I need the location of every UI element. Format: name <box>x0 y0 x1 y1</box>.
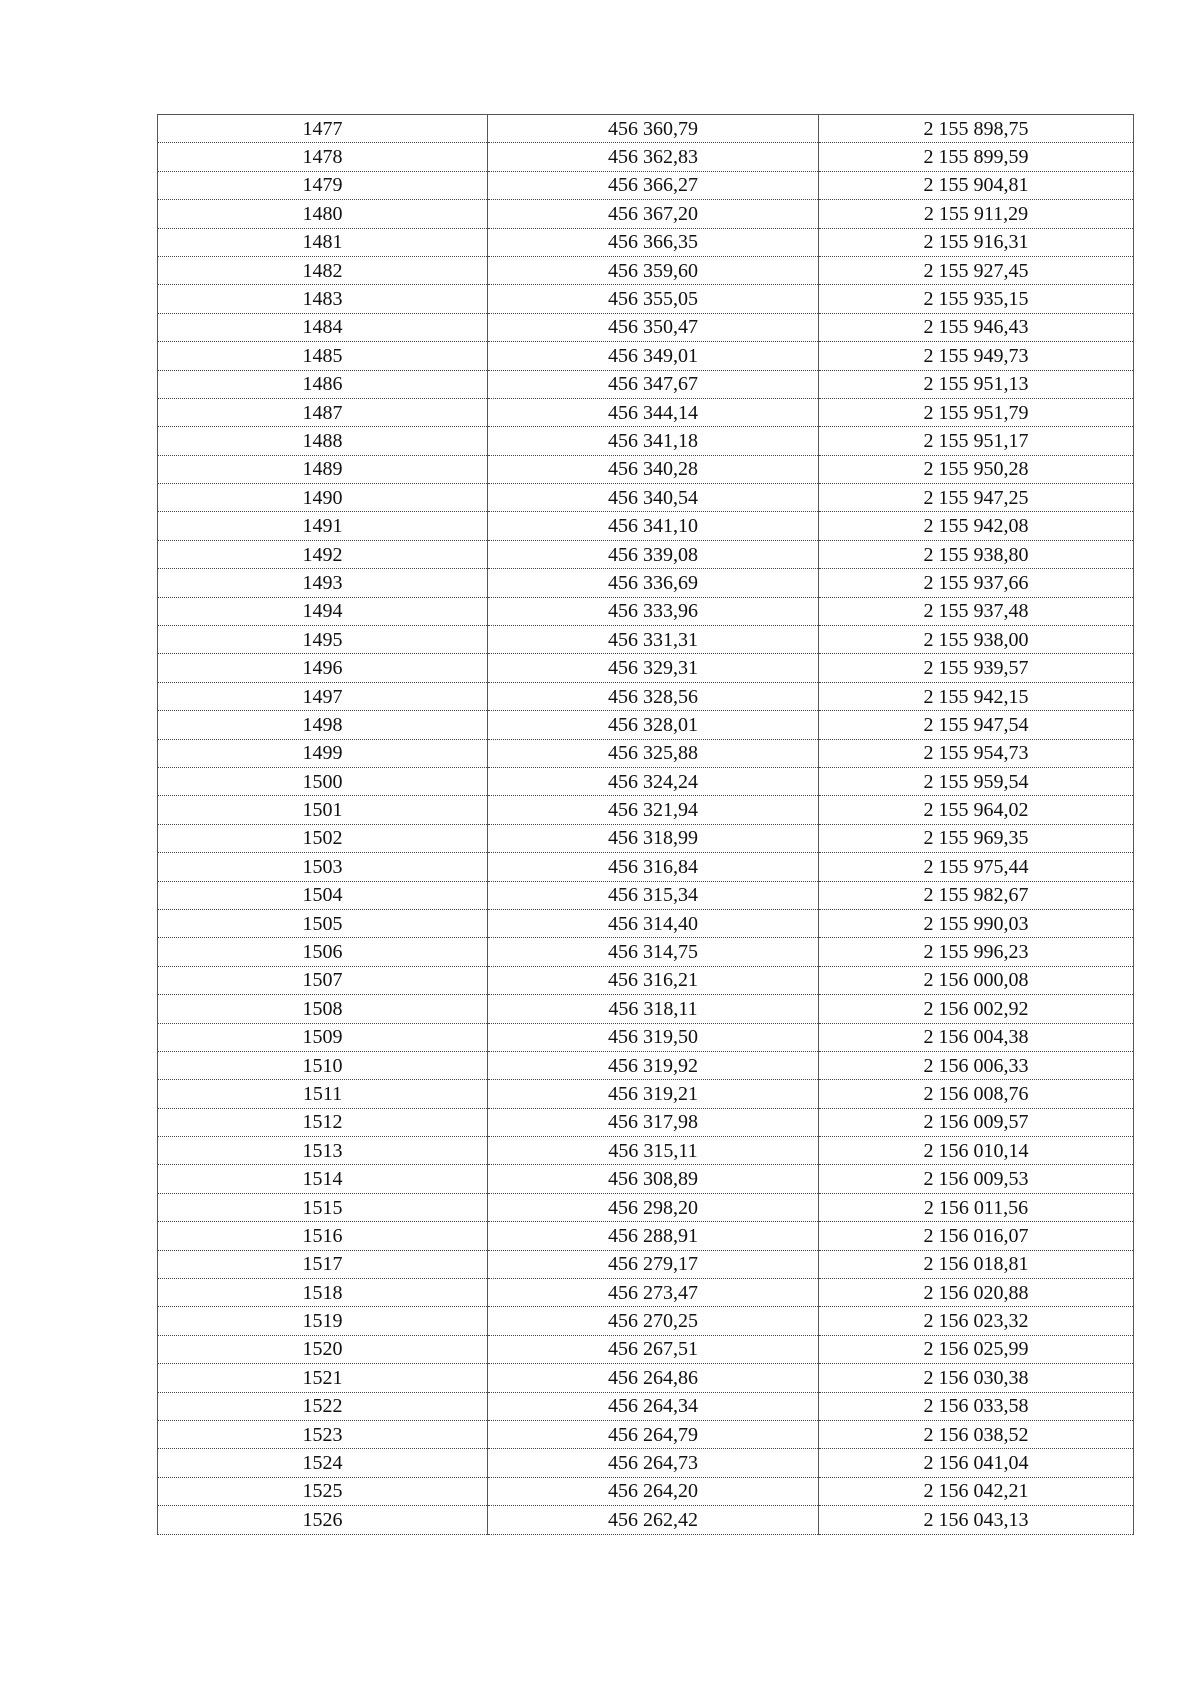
point-number-cell: 1498 <box>158 711 488 739</box>
table-row <box>158 1165 1134 1193</box>
point-number-cell: 1502 <box>158 824 488 852</box>
table-row <box>158 739 1134 767</box>
point-number-cell: 1477 <box>158 115 488 143</box>
x-coordinate-cell: 456 319,92 <box>488 1051 819 1079</box>
table-row <box>158 966 1134 994</box>
x-coordinate-cell: 456 362,83 <box>488 143 819 171</box>
table-row <box>158 1506 1134 1534</box>
point-number-cell: 1488 <box>158 427 488 455</box>
point-number-cell: 1495 <box>158 626 488 654</box>
table-row <box>158 1137 1134 1165</box>
x-coordinate-cell: 456 264,79 <box>488 1420 819 1448</box>
y-coordinate-cell: 2 156 009,53 <box>819 1165 1134 1193</box>
x-coordinate-cell: 456 331,31 <box>488 626 819 654</box>
x-coordinate-cell: 456 367,20 <box>488 200 819 228</box>
point-number-cell: 1492 <box>158 540 488 568</box>
point-number-cell: 1515 <box>158 1193 488 1221</box>
x-coordinate-cell: 456 329,31 <box>488 654 819 682</box>
table-row <box>158 654 1134 682</box>
point-number-cell: 1487 <box>158 398 488 426</box>
table-row <box>158 1250 1134 1278</box>
x-coordinate-cell: 456 347,67 <box>488 370 819 398</box>
x-coordinate-cell: 456 315,34 <box>488 881 819 909</box>
table-row <box>158 1477 1134 1505</box>
table-row <box>158 1307 1134 1335</box>
y-coordinate-cell: 2 155 951,79 <box>819 398 1134 426</box>
y-coordinate-cell: 2 155 990,03 <box>819 909 1134 937</box>
point-number-cell: 1493 <box>158 569 488 597</box>
y-coordinate-cell: 2 155 951,17 <box>819 427 1134 455</box>
table-row <box>158 1279 1134 1307</box>
point-number-cell: 1482 <box>158 256 488 284</box>
x-coordinate-cell: 456 341,18 <box>488 427 819 455</box>
y-coordinate-cell: 2 156 030,38 <box>819 1364 1134 1392</box>
y-coordinate-cell: 2 155 982,67 <box>819 881 1134 909</box>
y-coordinate-cell: 2 156 018,81 <box>819 1250 1134 1278</box>
point-number-cell: 1486 <box>158 370 488 398</box>
point-number-cell: 1499 <box>158 739 488 767</box>
point-number-cell: 1481 <box>158 228 488 256</box>
point-number-cell: 1506 <box>158 938 488 966</box>
x-coordinate-cell: 456 270,25 <box>488 1307 819 1335</box>
x-coordinate-cell: 456 340,28 <box>488 455 819 483</box>
coordinates-table-body <box>158 115 1134 1535</box>
table-row <box>158 711 1134 739</box>
point-number-cell: 1508 <box>158 995 488 1023</box>
table-row <box>158 853 1134 881</box>
x-coordinate-cell: 456 359,60 <box>488 256 819 284</box>
point-number-cell: 1520 <box>158 1335 488 1363</box>
x-coordinate-cell: 456 321,94 <box>488 796 819 824</box>
y-coordinate-cell: 2 156 006,33 <box>819 1051 1134 1079</box>
y-coordinate-cell: 2 156 025,99 <box>819 1335 1134 1363</box>
y-coordinate-cell: 2 155 949,73 <box>819 342 1134 370</box>
x-coordinate-cell: 456 267,51 <box>488 1335 819 1363</box>
table-row <box>158 995 1134 1023</box>
table-row <box>158 682 1134 710</box>
y-coordinate-cell: 2 155 938,80 <box>819 540 1134 568</box>
y-coordinate-cell: 2 156 009,57 <box>819 1108 1134 1136</box>
y-coordinate-cell: 2 155 927,45 <box>819 256 1134 284</box>
x-coordinate-cell: 456 340,54 <box>488 484 819 512</box>
table-row <box>158 1051 1134 1079</box>
y-coordinate-cell: 2 155 946,43 <box>819 313 1134 341</box>
table-row <box>158 342 1134 370</box>
point-number-cell: 1505 <box>158 909 488 937</box>
y-coordinate-cell: 2 156 004,38 <box>819 1023 1134 1051</box>
table-row <box>158 484 1134 512</box>
x-coordinate-cell: 456 341,10 <box>488 512 819 540</box>
table-row <box>158 597 1134 625</box>
table-row <box>158 1108 1134 1136</box>
table-row <box>158 881 1134 909</box>
x-coordinate-cell: 456 315,11 <box>488 1137 819 1165</box>
x-coordinate-cell: 456 288,91 <box>488 1222 819 1250</box>
point-number-cell: 1516 <box>158 1222 488 1250</box>
x-coordinate-cell: 456 318,11 <box>488 995 819 1023</box>
point-number-cell: 1519 <box>158 1307 488 1335</box>
y-coordinate-cell: 2 155 951,13 <box>819 370 1134 398</box>
x-coordinate-cell: 456 366,35 <box>488 228 819 256</box>
point-number-cell: 1478 <box>158 143 488 171</box>
y-coordinate-cell: 2 155 938,00 <box>819 626 1134 654</box>
table-row <box>158 796 1134 824</box>
x-coordinate-cell: 456 314,40 <box>488 909 819 937</box>
x-coordinate-cell: 456 325,88 <box>488 739 819 767</box>
x-coordinate-cell: 456 349,01 <box>488 342 819 370</box>
point-number-cell: 1518 <box>158 1279 488 1307</box>
point-number-cell: 1511 <box>158 1080 488 1108</box>
point-number-cell: 1483 <box>158 285 488 313</box>
point-number-cell: 1496 <box>158 654 488 682</box>
point-number-cell: 1497 <box>158 682 488 710</box>
y-coordinate-cell: 2 156 033,58 <box>819 1392 1134 1420</box>
point-number-cell: 1521 <box>158 1364 488 1392</box>
point-number-cell: 1491 <box>158 512 488 540</box>
y-coordinate-cell: 2 155 950,28 <box>819 455 1134 483</box>
y-coordinate-cell: 2 155 996,23 <box>819 938 1134 966</box>
point-number-cell: 1479 <box>158 171 488 199</box>
y-coordinate-cell: 2 156 043,13 <box>819 1506 1134 1534</box>
y-coordinate-cell: 2 155 964,02 <box>819 796 1134 824</box>
point-number-cell: 1517 <box>158 1250 488 1278</box>
x-coordinate-cell: 456 316,84 <box>488 853 819 881</box>
point-number-cell: 1484 <box>158 313 488 341</box>
y-coordinate-cell: 2 155 937,48 <box>819 597 1134 625</box>
y-coordinate-cell: 2 156 041,04 <box>819 1449 1134 1477</box>
point-number-cell: 1501 <box>158 796 488 824</box>
table-row <box>158 285 1134 313</box>
table-row <box>158 370 1134 398</box>
y-coordinate-cell: 2 155 937,66 <box>819 569 1134 597</box>
x-coordinate-cell: 456 298,20 <box>488 1193 819 1221</box>
y-coordinate-cell: 2 155 942,15 <box>819 682 1134 710</box>
point-number-cell: 1500 <box>158 767 488 795</box>
x-coordinate-cell: 456 366,27 <box>488 171 819 199</box>
table-row <box>158 256 1134 284</box>
point-number-cell: 1526 <box>158 1506 488 1534</box>
point-number-cell: 1510 <box>158 1051 488 1079</box>
y-coordinate-cell: 2 156 038,52 <box>819 1420 1134 1448</box>
x-coordinate-cell: 456 262,42 <box>488 1506 819 1534</box>
y-coordinate-cell: 2 155 942,08 <box>819 512 1134 540</box>
x-coordinate-cell: 456 308,89 <box>488 1165 819 1193</box>
x-coordinate-cell: 456 324,24 <box>488 767 819 795</box>
x-coordinate-cell: 456 336,69 <box>488 569 819 597</box>
y-coordinate-cell: 2 155 916,31 <box>819 228 1134 256</box>
point-number-cell: 1507 <box>158 966 488 994</box>
y-coordinate-cell: 2 155 935,15 <box>819 285 1134 313</box>
point-number-cell: 1490 <box>158 484 488 512</box>
y-coordinate-cell: 2 155 947,25 <box>819 484 1134 512</box>
x-coordinate-cell: 456 279,17 <box>488 1250 819 1278</box>
table-row <box>158 938 1134 966</box>
table-row <box>158 626 1134 654</box>
x-coordinate-cell: 456 264,73 <box>488 1449 819 1477</box>
y-coordinate-cell: 2 155 939,57 <box>819 654 1134 682</box>
y-coordinate-cell: 2 156 008,76 <box>819 1080 1134 1108</box>
point-number-cell: 1504 <box>158 881 488 909</box>
x-coordinate-cell: 456 328,01 <box>488 711 819 739</box>
x-coordinate-cell: 456 355,05 <box>488 285 819 313</box>
table-row <box>158 540 1134 568</box>
table-row <box>158 228 1134 256</box>
y-coordinate-cell: 2 155 975,44 <box>819 853 1134 881</box>
table-row <box>158 824 1134 852</box>
y-coordinate-cell: 2 155 904,81 <box>819 171 1134 199</box>
x-coordinate-cell: 456 316,21 <box>488 966 819 994</box>
point-number-cell: 1513 <box>158 1137 488 1165</box>
y-coordinate-cell: 2 155 899,59 <box>819 143 1134 171</box>
x-coordinate-cell: 456 333,96 <box>488 597 819 625</box>
y-coordinate-cell: 2 156 010,14 <box>819 1137 1134 1165</box>
table-row <box>158 1364 1134 1392</box>
point-number-cell: 1494 <box>158 597 488 625</box>
table-row <box>158 427 1134 455</box>
table-row <box>158 1193 1134 1221</box>
table-row <box>158 398 1134 426</box>
table-row <box>158 512 1134 540</box>
y-coordinate-cell: 2 155 898,75 <box>819 115 1134 143</box>
x-coordinate-cell: 456 314,75 <box>488 938 819 966</box>
x-coordinate-cell: 456 264,34 <box>488 1392 819 1420</box>
y-coordinate-cell: 2 155 911,29 <box>819 200 1134 228</box>
table-row <box>158 1392 1134 1420</box>
table-row <box>158 313 1134 341</box>
point-number-cell: 1509 <box>158 1023 488 1051</box>
table-row <box>158 115 1134 143</box>
point-number-cell: 1489 <box>158 455 488 483</box>
y-coordinate-cell: 2 156 020,88 <box>819 1279 1134 1307</box>
y-coordinate-cell: 2 156 016,07 <box>819 1222 1134 1250</box>
x-coordinate-cell: 456 339,08 <box>488 540 819 568</box>
x-coordinate-cell: 456 360,79 <box>488 115 819 143</box>
y-coordinate-cell: 2 155 959,54 <box>819 767 1134 795</box>
x-coordinate-cell: 456 273,47 <box>488 1279 819 1307</box>
table-row <box>158 455 1134 483</box>
point-number-cell: 1522 <box>158 1392 488 1420</box>
table-row <box>158 171 1134 199</box>
y-coordinate-cell: 2 155 947,54 <box>819 711 1134 739</box>
table-row <box>158 1222 1134 1250</box>
y-coordinate-cell: 2 156 002,92 <box>819 995 1134 1023</box>
point-number-cell: 1485 <box>158 342 488 370</box>
x-coordinate-cell: 456 319,50 <box>488 1023 819 1051</box>
point-number-cell: 1523 <box>158 1420 488 1448</box>
x-coordinate-cell: 456 317,98 <box>488 1108 819 1136</box>
x-coordinate-cell: 456 318,99 <box>488 824 819 852</box>
x-coordinate-cell: 456 328,56 <box>488 682 819 710</box>
table-row <box>158 569 1134 597</box>
table-row <box>158 1080 1134 1108</box>
table-row <box>158 200 1134 228</box>
x-coordinate-cell: 456 319,21 <box>488 1080 819 1108</box>
point-number-cell: 1503 <box>158 853 488 881</box>
y-coordinate-cell: 2 156 011,56 <box>819 1193 1134 1221</box>
point-number-cell: 1512 <box>158 1108 488 1136</box>
y-coordinate-cell: 2 156 000,08 <box>819 966 1134 994</box>
y-coordinate-cell: 2 156 042,21 <box>819 1477 1134 1505</box>
x-coordinate-cell: 456 264,86 <box>488 1364 819 1392</box>
x-coordinate-cell: 456 264,20 <box>488 1477 819 1505</box>
point-number-cell: 1514 <box>158 1165 488 1193</box>
coordinates-table <box>157 114 1134 1535</box>
y-coordinate-cell: 2 156 023,32 <box>819 1307 1134 1335</box>
table-row <box>158 767 1134 795</box>
x-coordinate-cell: 456 344,14 <box>488 398 819 426</box>
table-row <box>158 1449 1134 1477</box>
table-row <box>158 143 1134 171</box>
y-coordinate-cell: 2 155 969,35 <box>819 824 1134 852</box>
point-number-cell: 1525 <box>158 1477 488 1505</box>
table-row <box>158 1420 1134 1448</box>
table-row <box>158 909 1134 937</box>
x-coordinate-cell: 456 350,47 <box>488 313 819 341</box>
point-number-cell: 1524 <box>158 1449 488 1477</box>
y-coordinate-cell: 2 155 954,73 <box>819 739 1134 767</box>
table-row <box>158 1023 1134 1051</box>
table-row <box>158 1335 1134 1363</box>
point-number-cell: 1480 <box>158 200 488 228</box>
